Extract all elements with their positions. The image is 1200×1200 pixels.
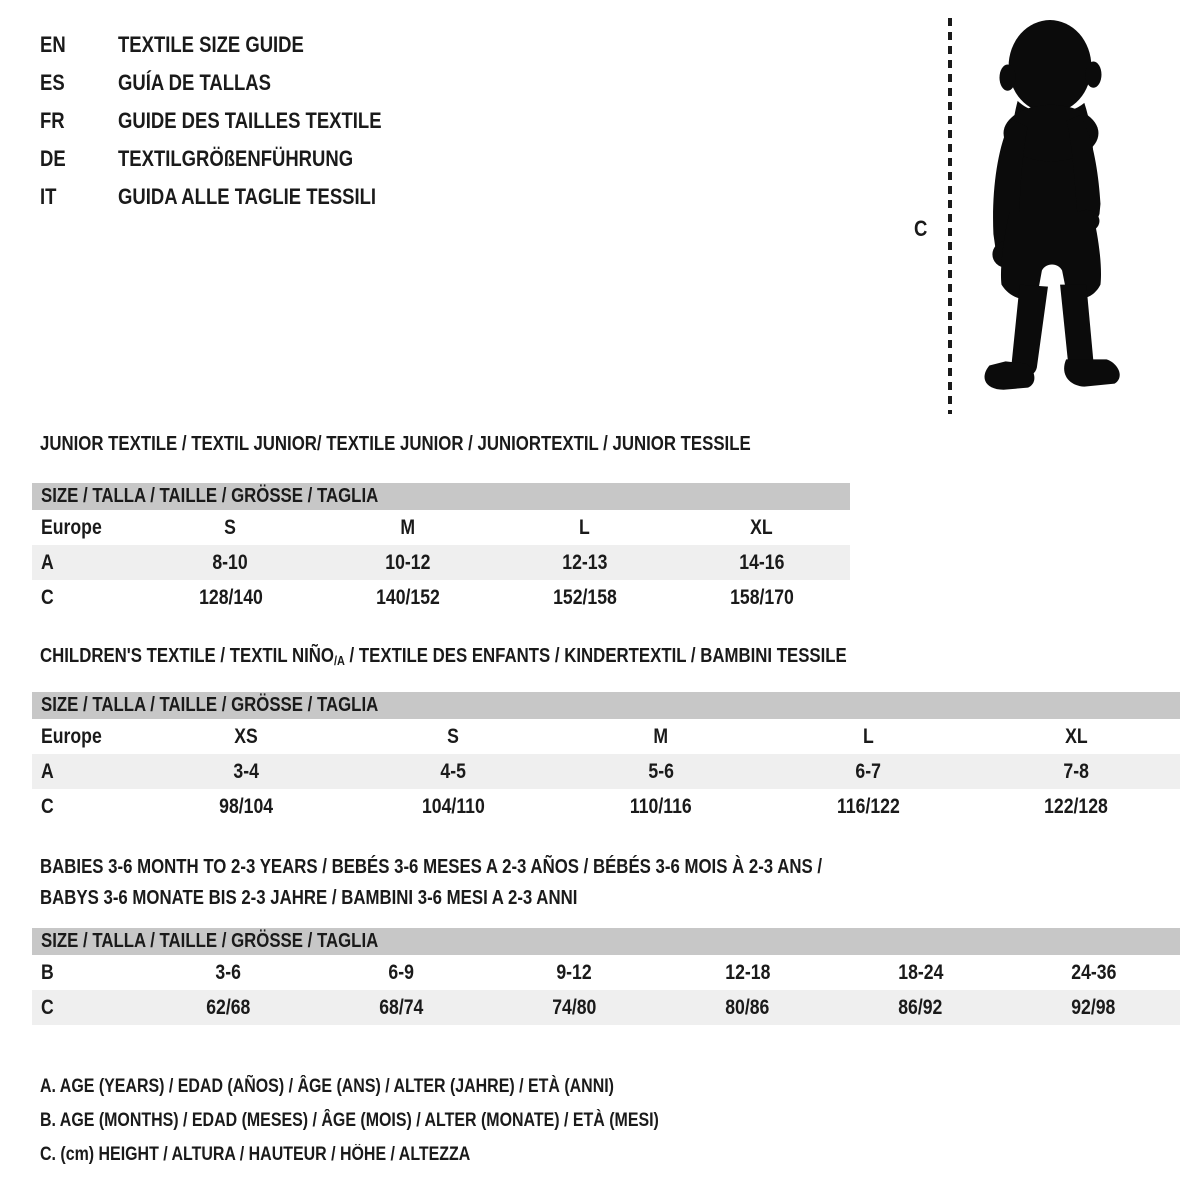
- language-row-fr: [40, 102, 432, 140]
- age-value: 12-13: [561, 550, 608, 574]
- language-row-it: [40, 178, 432, 216]
- row-label: C: [41, 794, 54, 818]
- guide-title-it: GUIDA ALLE TAGLIE TESSILI: [118, 184, 377, 209]
- table-row-height: [32, 580, 850, 615]
- row-label: Europe: [41, 515, 102, 539]
- height-value: 104/110: [421, 794, 485, 818]
- age-value: 8-10: [212, 550, 249, 574]
- size-col: XS: [234, 724, 258, 748]
- table-row-height: [32, 789, 1180, 824]
- size-header-label: SIZE / TALLA / TAILLE / GRÖSSE / TAGLIA: [41, 485, 379, 507]
- row-label: C: [41, 995, 54, 1019]
- size-header-label: SIZE / TALLA / TAILLE / GRÖSSE / TAGLIA: [41, 694, 379, 716]
- size-col: M: [400, 515, 415, 539]
- language-code: IT: [40, 184, 57, 209]
- language-row-es: [40, 64, 432, 102]
- age-value: 3-4: [233, 759, 259, 783]
- legend-line-c: C. (cm) HEIGHT / ALTURA / HAUTEUR / HÖHE / ALTEZZA: [40, 1144, 471, 1165]
- language-code: FR: [40, 108, 65, 133]
- height-value: 116/122: [837, 794, 900, 818]
- legend-line-b: B. AGE (MONTHS) / EDAD (MESES) / ÂGE (MOIS) / ALTER (MONATE) / ETÀ (MESI): [40, 1110, 659, 1131]
- height-value: 152/158: [552, 585, 617, 609]
- size-header-row: [32, 928, 1180, 955]
- size-header-row: [32, 483, 850, 510]
- language-code: DE: [40, 146, 66, 171]
- row-label: A: [41, 759, 54, 783]
- size-header-label: SIZE / TALLA / TAILLE / GRÖSSE / TAGLIA: [41, 930, 379, 952]
- junior-section-title: JUNIOR TEXTILE / TEXTIL JUNIOR/ TEXTILE JUNIOR / JUNIORTEXTIL / JUNIOR TESSILE: [40, 433, 751, 455]
- table-row-europe: [32, 510, 850, 545]
- babies-section-title: BABIES 3-6 MONTH TO 2-3 YEARS / BEBÉS 3-6 MESES A 2-3 AÑOS / BÉBÉS 3-6 MOIS À 2-3 ANS / BABYS 3-6 MONATE BIS 2-3 JAHRE / BAMBINI 3-6 MESI A 2-3 ANNI: [40, 856, 823, 909]
- height-value: 98/104: [218, 794, 273, 818]
- row-label: A: [41, 550, 54, 574]
- guide-title-es: GUÍA DE TALLAS: [118, 70, 271, 95]
- guide-title-de: TEXTILGRÖßENFÜHRUNG: [118, 146, 354, 171]
- age-value: 6-9: [388, 960, 415, 984]
- height-value: 74/80: [552, 995, 597, 1019]
- table-row-age: [32, 754, 1180, 789]
- guide-title-en: TEXTILE SIZE GUIDE: [118, 32, 304, 57]
- age-value: 18-24: [897, 960, 944, 984]
- children-size-table: [32, 692, 1180, 824]
- language-row-de: [40, 140, 432, 178]
- legend-line-a: A. AGE (YEARS) / EDAD (AÑOS) / ÂGE (ANS) / ALTER (JAHRE) / ETÀ (ANNI): [40, 1076, 614, 1097]
- language-code: EN: [40, 32, 66, 57]
- age-value: 24-36: [1070, 960, 1117, 984]
- table-row-age: [32, 545, 850, 580]
- size-col: S: [447, 724, 460, 748]
- size-col: XL: [750, 515, 773, 539]
- measure-legend: [40, 1070, 777, 1172]
- language-row-en: [40, 26, 432, 64]
- children-section-title: CHILDREN'S TEXTILE / TEXTIL $NIÑO_{/A}$ / TEXTILE DES ENFANTS / KINDERTEXTIL / BAMBINI TESSILE: [40, 645, 847, 668]
- size-col: XL: [1064, 724, 1088, 748]
- table-row-age-months: [32, 955, 1180, 990]
- age-value: 7-8: [1063, 759, 1089, 783]
- height-value: 80/86: [725, 995, 770, 1019]
- height-value: 68/74: [379, 995, 424, 1019]
- height-value: 128/140: [198, 585, 263, 609]
- babies-size-table: [32, 928, 1180, 1025]
- size-col: M: [653, 724, 669, 748]
- row-label: B: [41, 960, 54, 984]
- height-measure-label: C: [914, 216, 928, 241]
- height-value: 92/98: [1071, 995, 1116, 1019]
- age-value: 14-16: [738, 550, 785, 574]
- row-label: C: [41, 585, 54, 609]
- age-value: 4-5: [440, 759, 467, 783]
- language-title-list: [40, 26, 432, 216]
- height-value: 122/128: [1044, 794, 1109, 818]
- age-value: 10-12: [384, 550, 431, 574]
- age-value: 9-12: [556, 960, 593, 984]
- height-value: 86/92: [898, 995, 943, 1019]
- age-value: 3-6: [215, 960, 242, 984]
- toddler-silhouette-image: [964, 14, 1140, 420]
- table-row-height: [32, 990, 1180, 1025]
- height-value: 62/68: [206, 995, 251, 1019]
- height-value: 110/116: [630, 794, 692, 818]
- height-value: 158/170: [729, 585, 794, 609]
- size-header-row: [32, 692, 1180, 719]
- junior-size-table: [32, 483, 850, 615]
- size-col: L: [579, 515, 590, 539]
- age-value: 12-18: [724, 960, 771, 984]
- height-measure-dashed-line: [948, 18, 952, 414]
- age-value: 6-7: [855, 759, 882, 783]
- guide-title-fr: GUIDE DES TAILLES TEXTILE: [118, 108, 382, 133]
- height-value: 140/152: [375, 585, 440, 609]
- age-value: 5-6: [648, 759, 674, 783]
- nino-a-subscript: /A: [333, 653, 345, 668]
- row-label: Europe: [41, 724, 102, 748]
- language-code: ES: [40, 70, 65, 95]
- size-col: S: [224, 515, 237, 539]
- table-row-europe: [32, 719, 1180, 754]
- size-col: L: [863, 724, 874, 748]
